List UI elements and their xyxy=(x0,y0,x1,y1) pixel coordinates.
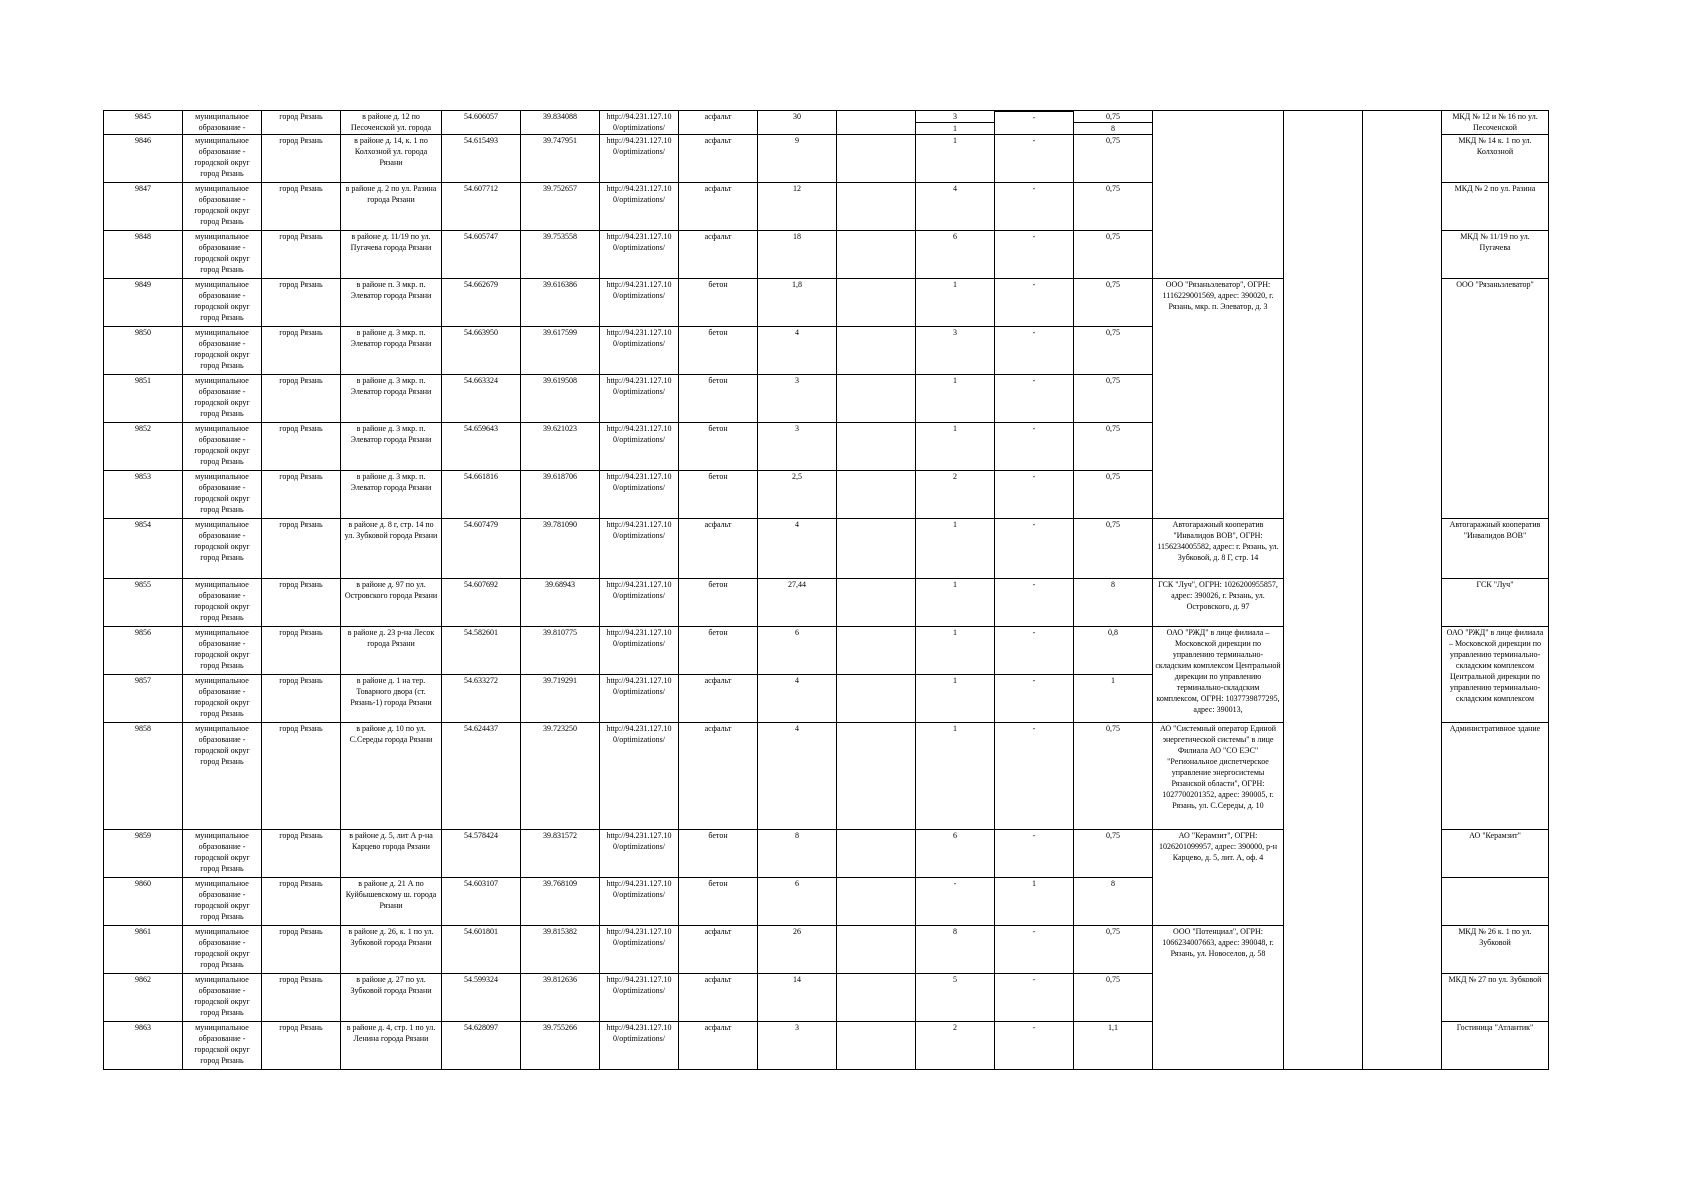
split-cell xyxy=(1074,111,1152,134)
area: 2,5 xyxy=(758,471,837,519)
area: 12 xyxy=(758,183,837,231)
latitude: 54.661816 xyxy=(442,471,521,519)
empty-cell xyxy=(837,723,916,830)
count-cell-2: - xyxy=(995,231,1074,279)
area: 27,44 xyxy=(758,579,837,627)
table-row xyxy=(104,111,1549,135)
empty-cell xyxy=(837,111,916,135)
count-cell-1: 1 xyxy=(916,675,995,723)
address: в районе д. 3 мкр. п. Элеватор города Рязани xyxy=(341,327,442,375)
area: 4 xyxy=(758,519,837,579)
count-cell-3: 1,1 xyxy=(1074,1022,1153,1070)
row-number: 9847 xyxy=(104,183,183,231)
municipality: муниципальное образование - городской округ город Рязань xyxy=(183,135,262,183)
latitude: 54.601801 xyxy=(442,926,521,974)
map-link[interactable]: http://94.231.127.10 0/optimizations/ xyxy=(600,926,679,974)
area: 6 xyxy=(758,878,837,926)
count-cell-2: - xyxy=(995,830,1074,878)
surface-type: асфальт xyxy=(679,135,758,183)
address: в районе д. 10 по ул. С.Середы города Рязани xyxy=(341,723,442,830)
row-number: 9849 xyxy=(104,279,183,327)
area: 8 xyxy=(758,830,837,878)
latitude: 54.607479 xyxy=(442,519,521,579)
map-link[interactable]: http://94.231.127.10 0/optimizations/ xyxy=(600,878,679,926)
count-cell-3: 0,75 xyxy=(1074,375,1153,423)
area: 26 xyxy=(758,926,837,974)
address: в районе п. 3 мкр. п. Элеватор города Рязани xyxy=(341,279,442,327)
count-cell-2: 1 xyxy=(995,878,1074,926)
count-cell-3: 0,75 xyxy=(1074,135,1153,183)
area: 9 xyxy=(758,135,837,183)
split-value: 3 xyxy=(953,112,957,121)
surface-type: асфальт xyxy=(679,1022,758,1070)
surface-type: асфальт xyxy=(679,111,758,135)
longitude: 39.810775 xyxy=(521,627,600,675)
surface-type: асфальт xyxy=(679,974,758,1022)
address: в районе д. 27 по ул. Зубковой города Рязани xyxy=(341,974,442,1022)
municipality: муниципальное образование - xyxy=(183,111,262,135)
count-cell-3: 0,75 xyxy=(1074,327,1153,375)
latitude: 54.606057 xyxy=(442,111,521,135)
city: город Рязань xyxy=(262,579,341,627)
city: город Рязань xyxy=(262,926,341,974)
count-cell-2: - xyxy=(995,471,1074,519)
holder-info: ООО "Рязаньэлеватор", ОГРН: 1116229001569, адрес: 390020, г. Рязань, мкр. п. Элеватор, д. 3 xyxy=(1153,279,1284,519)
empty-cell xyxy=(837,471,916,519)
latitude: 54.582601 xyxy=(442,627,521,675)
address: в районе д. 3 мкр. п. Элеватор города Рязани xyxy=(341,423,442,471)
split-value: - xyxy=(995,111,1073,123)
area: 18 xyxy=(758,231,837,279)
empty-cell xyxy=(837,327,916,375)
map-link[interactable]: http://94.231.127.10 0/optimizations/ xyxy=(600,1022,679,1070)
surface-type: асфальт xyxy=(679,183,758,231)
area: 4 xyxy=(758,327,837,375)
municipality: муниципальное образование - городской округ город Рязань xyxy=(183,675,262,723)
area: 4 xyxy=(758,723,837,830)
map-link[interactable]: http://94.231.127.10 0/optimizations/ xyxy=(600,231,679,279)
holder-info: ОАО "РЖД" в лице филиала – Московской дирекции по управлению терминально-складским комплексом Центральной дирекции по управлению терминально-складским комплексом, ОГРН: 1037739877295, адрес: 390013, xyxy=(1153,627,1284,723)
count-cell-3: 0,75 xyxy=(1074,723,1153,830)
source-object: МКД № 26 к. 1 по ул. Зубковой xyxy=(1442,926,1549,974)
empty-cell xyxy=(837,627,916,675)
empty-cell xyxy=(837,279,916,327)
empty-cell xyxy=(837,135,916,183)
area: 30 xyxy=(758,111,837,135)
count-cell-1: 2 xyxy=(916,1022,995,1070)
count-cell-1: 6 xyxy=(916,830,995,878)
holder-info: АО "Системный оператор Единой энергетической системы" в лице Филиала АО "СО ЕЭС" "Региональное диспетчерское управление энергосистемы Рязанской области", ОГРН: 1027700201352, адрес: 390005, г. Рязань, ул. С.Середы, д. 10 xyxy=(1153,723,1284,830)
latitude: 54.662679 xyxy=(442,279,521,327)
municipality: муниципальное образование - городской округ город Рязань xyxy=(183,926,262,974)
map-link[interactable]: http://94.231.127.10 0/optimizations/ xyxy=(600,675,679,723)
municipality: муниципальное образование - городской округ город Рязань xyxy=(183,723,262,830)
municipality: муниципальное образование - городской округ город Рязань xyxy=(183,519,262,579)
municipality: муниципальное образование - городской округ город Рязань xyxy=(183,471,262,519)
table-body xyxy=(104,111,1549,1070)
row-number: 9856 xyxy=(104,627,183,675)
count-cell-1: 1 xyxy=(916,423,995,471)
empty-cell xyxy=(837,423,916,471)
split-value: 1 xyxy=(916,122,994,134)
row-number: 9851 xyxy=(104,375,183,423)
row-number: 9850 xyxy=(104,327,183,375)
row-number: 9861 xyxy=(104,926,183,974)
count-cell-1: 1 xyxy=(916,279,995,327)
row-number: 9860 xyxy=(104,878,183,926)
city: город Рязань xyxy=(262,279,341,327)
count-cell-2: - xyxy=(995,723,1074,830)
empty-cell xyxy=(837,675,916,723)
count-cell-3: 0,75 xyxy=(1074,974,1153,1022)
count-cell-1: 3 xyxy=(916,327,995,375)
latitude: 54.599324 xyxy=(442,974,521,1022)
city: город Рязань xyxy=(262,974,341,1022)
area: 6 xyxy=(758,627,837,675)
address: в районе д. 23 р-на Лесок города Рязани xyxy=(341,627,442,675)
source-object: МКД № 2 по ул. Разина xyxy=(1442,183,1549,231)
holder-info: ООО "Потенциал", ОГРН: 1066234007663, адрес: 390048, г. Рязань, ул. Новоселов, д. 58 xyxy=(1153,926,1284,1070)
row-number: 9863 xyxy=(104,1022,183,1070)
count-cell-2: - xyxy=(995,926,1074,974)
empty-cell xyxy=(837,519,916,579)
longitude: 39.768109 xyxy=(521,878,600,926)
surface-type: бетон xyxy=(679,878,758,926)
count-cell-2: - xyxy=(995,1022,1074,1070)
city: город Рязань xyxy=(262,519,341,579)
source-object: ГСК "Луч" xyxy=(1442,579,1549,627)
city: город Рязань xyxy=(262,231,341,279)
surface-type: асфальт xyxy=(679,231,758,279)
surface-type: бетон xyxy=(679,627,758,675)
latitude: 54.578424 xyxy=(442,830,521,878)
area: 1,8 xyxy=(758,279,837,327)
empty-cell xyxy=(837,183,916,231)
count-cell-1: 1 xyxy=(916,579,995,627)
map-link[interactable]: http://94.231.127.10 0/optimizations/ xyxy=(600,111,679,135)
city: город Рязань xyxy=(262,1022,341,1070)
row-number: 9852 xyxy=(104,423,183,471)
longitude: 39.815382 xyxy=(521,926,600,974)
split-cell xyxy=(916,111,994,134)
count-cell-1: 6 xyxy=(916,231,995,279)
empty-cell xyxy=(837,579,916,627)
latitude: 54.607712 xyxy=(442,183,521,231)
row-number: 9859 xyxy=(104,830,183,878)
latitude: 54.633272 xyxy=(442,675,521,723)
city: город Рязань xyxy=(262,135,341,183)
municipality: муниципальное образование - городской округ город Рязань xyxy=(183,830,262,878)
row-number: 9848 xyxy=(104,231,183,279)
address: в районе д. 14, к. 1 по Колхозной ул. города Рязани xyxy=(341,135,442,183)
municipality: муниципальное образование - городской округ город Рязань xyxy=(183,423,262,471)
count-cell-2: - xyxy=(995,675,1074,723)
source-object: МКД № 27 по ул. Зубковой xyxy=(1442,974,1549,1022)
source-object: Автогаражный кооператив "Инвалидов ВОВ" xyxy=(1442,519,1549,579)
area: 3 xyxy=(758,375,837,423)
longitude: 39.753558 xyxy=(521,231,600,279)
longitude: 39.621023 xyxy=(521,423,600,471)
count-cell-3: 8 xyxy=(1074,878,1153,926)
city: город Рязань xyxy=(262,723,341,830)
surface-type: асфальт xyxy=(679,926,758,974)
longitude: 39.616386 xyxy=(521,279,600,327)
latitude: 54.615493 xyxy=(442,135,521,183)
surface-type: бетон xyxy=(679,471,758,519)
holder-info: Автогаражный кооператив "Инвалидов ВОВ", ОГРН: 1156234005582, адрес: г. Рязань, ул. Зубковой, д. 8 Г, стр. 14 xyxy=(1153,519,1284,579)
municipality: муниципальное образование - городской округ город Рязань xyxy=(183,1022,262,1070)
area: 14 xyxy=(758,974,837,1022)
latitude: 54.659643 xyxy=(442,423,521,471)
map-link[interactable]: http://94.231.127.10 0/optimizations/ xyxy=(600,423,679,471)
count-cell-2: - xyxy=(995,579,1074,627)
source-object: ООО "Рязаньэлеватор" xyxy=(1442,279,1549,519)
source-object xyxy=(1442,878,1549,926)
map-link[interactable]: http://94.231.127.10 0/optimizations/ xyxy=(600,519,679,579)
count-cell-3: 0,75 xyxy=(1074,519,1153,579)
municipality: муниципальное образование - городской округ город Рязань xyxy=(183,579,262,627)
address: в районе д. 8 г, стр. 14 по ул. Зубковой города Рязани xyxy=(341,519,442,579)
empty-cell xyxy=(837,231,916,279)
count-cell-3: 1 xyxy=(1074,675,1153,723)
address: в районе д. 97 по ул. Островского города Рязани xyxy=(341,579,442,627)
longitude: 39.747951 xyxy=(521,135,600,183)
count-cell-3: 0,75 xyxy=(1074,183,1153,231)
empty-cell xyxy=(837,926,916,974)
source-object: МКД № 14 к. 1 по ул. Колхозной xyxy=(1442,135,1549,183)
empty-cell xyxy=(837,878,916,926)
count-cell-3 xyxy=(1074,111,1153,135)
map-link[interactable]: http://94.231.127.10 0/optimizations/ xyxy=(600,830,679,878)
source-object: Гостиница "Атлантик" xyxy=(1442,1022,1549,1070)
count-cell-3: 0,75 xyxy=(1074,471,1153,519)
count-cell-1: 4 xyxy=(916,183,995,231)
source-object: МКД № 11/19 по ул. Пугачева xyxy=(1442,231,1549,279)
count-cell-1: 5 xyxy=(916,974,995,1022)
source-object: МКД № 12 и № 16 по ул. Песоченской xyxy=(1442,111,1549,135)
holder-info xyxy=(1153,111,1284,279)
longitude: 39.831572 xyxy=(521,830,600,878)
map-link[interactable]: http://94.231.127.10 0/optimizations/ xyxy=(600,471,679,519)
address: в районе д. 4, стр. 1 по ул. Ленина города Рязани xyxy=(341,1022,442,1070)
municipality: муниципальное образование - городской округ город Рязань xyxy=(183,183,262,231)
city: город Рязань xyxy=(262,327,341,375)
count-cell-1: 2 xyxy=(916,471,995,519)
surface-type: асфальт xyxy=(679,723,758,830)
city: город Рязань xyxy=(262,183,341,231)
row-number: 9854 xyxy=(104,519,183,579)
count-cell-2: - xyxy=(995,519,1074,579)
count-cell-2 xyxy=(995,111,1074,135)
city: город Рязань xyxy=(262,675,341,723)
city: город Рязань xyxy=(262,471,341,519)
count-cell-3: 0,75 xyxy=(1074,279,1153,327)
row-number: 9857 xyxy=(104,675,183,723)
count-cell-3: 0,75 xyxy=(1074,423,1153,471)
split-value: 8 xyxy=(1074,122,1152,134)
empty-cell xyxy=(837,1022,916,1070)
empty-cell xyxy=(1363,111,1442,1070)
latitude: 54.628097 xyxy=(442,1022,521,1070)
count-cell-3: 0,75 xyxy=(1074,830,1153,878)
surface-type: асфальт xyxy=(679,519,758,579)
count-cell-3: 0,8 xyxy=(1074,627,1153,675)
latitude: 54.603107 xyxy=(442,878,521,926)
address: в районе д. 12 по Песоченской ул. города xyxy=(341,111,442,135)
latitude: 54.663324 xyxy=(442,375,521,423)
map-link[interactable]: http://94.231.127.10 0/optimizations/ xyxy=(600,627,679,675)
row-number: 9855 xyxy=(104,579,183,627)
address: в районе д. 11/19 по ул. Пугачева города Рязани xyxy=(341,231,442,279)
count-cell-1: 1 xyxy=(916,519,995,579)
count-cell-2: - xyxy=(995,423,1074,471)
source-object: Административное здание xyxy=(1442,723,1549,830)
surface-type: бетон xyxy=(679,830,758,878)
row-number: 9853 xyxy=(104,471,183,519)
city: город Рязань xyxy=(262,830,341,878)
latitude: 54.663950 xyxy=(442,327,521,375)
row-number: 9862 xyxy=(104,974,183,1022)
surface-type: бетон xyxy=(679,327,758,375)
map-link[interactable]: http://94.231.127.10 0/optimizations/ xyxy=(600,723,679,830)
longitude: 39.834088 xyxy=(521,111,600,135)
longitude: 39.719291 xyxy=(521,675,600,723)
latitude: 54.605747 xyxy=(442,231,521,279)
surface-type: бетон xyxy=(679,423,758,471)
registry-table xyxy=(103,110,1549,1070)
address: в районе д. 5, лит А р-на Карцево города Рязани xyxy=(341,830,442,878)
row-number: 9846 xyxy=(104,135,183,183)
surface-type: асфальт xyxy=(679,675,758,723)
count-cell-1: 1 xyxy=(916,627,995,675)
area: 3 xyxy=(758,423,837,471)
municipality: муниципальное образование - городской округ город Рязань xyxy=(183,375,262,423)
municipality: муниципальное образование - городской округ город Рязань xyxy=(183,231,262,279)
municipality: муниципальное образование - городской округ город Рязань xyxy=(183,279,262,327)
address: в районе д. 3 мкр. п. Элеватор города Рязани xyxy=(341,471,442,519)
count-cell-2: - xyxy=(995,627,1074,675)
source-object: АО "Керамзит" xyxy=(1442,830,1549,878)
longitude: 39.617599 xyxy=(521,327,600,375)
map-link[interactable]: http://94.231.127.10 0/optimizations/ xyxy=(600,183,679,231)
map-link[interactable]: http://94.231.127.10 0/optimizations/ xyxy=(600,135,679,183)
empty-cell xyxy=(1284,111,1363,1070)
row-number: 9845 xyxy=(104,111,183,135)
count-cell-1: - xyxy=(916,878,995,926)
source-object: ОАО "РЖД" в лице филиала – Московской дирекции по управлению терминально-складским комплексом Центральной дирекции по управлению терминально-складским комплексом xyxy=(1442,627,1549,723)
count-cell-1: 1 xyxy=(916,375,995,423)
city: город Рязань xyxy=(262,423,341,471)
latitude: 54.624437 xyxy=(442,723,521,830)
map-link[interactable]: http://94.231.127.10 0/optimizations/ xyxy=(600,327,679,375)
surface-type: бетон xyxy=(679,579,758,627)
count-cell-3: 0,75 xyxy=(1074,926,1153,974)
empty-cell xyxy=(837,830,916,878)
address: в районе д. 3 мкр. п. Элеватор города Рязани xyxy=(341,375,442,423)
city: город Рязань xyxy=(262,111,341,135)
surface-type: бетон xyxy=(679,375,758,423)
map-link[interactable]: http://94.231.127.10 0/optimizations/ xyxy=(600,579,679,627)
address: в районе д. 26, к. 1 по ул. Зубковой города Рязани xyxy=(341,926,442,974)
count-cell-2: - xyxy=(995,327,1074,375)
longitude: 39.781090 xyxy=(521,519,600,579)
row-number: 9858 xyxy=(104,723,183,830)
municipality: муниципальное образование - городской округ город Рязань xyxy=(183,327,262,375)
count-cell-1: 1 xyxy=(916,135,995,183)
map-link[interactable]: http://94.231.127.10 0/optimizations/ xyxy=(600,279,679,327)
count-cell-1 xyxy=(916,111,995,135)
area: 3 xyxy=(758,1022,837,1070)
address: в районе д. 1 на тер. Товарного двора (ст. Рязань-1) города Рязани xyxy=(341,675,442,723)
count-cell-1: 8 xyxy=(916,926,995,974)
empty-cell xyxy=(837,375,916,423)
holder-info: ГСК "Луч", ОГРН: 1026200955857, адрес: 390026, г. Рязань, ул. Островского, д. 97 xyxy=(1153,579,1284,627)
empty-cell xyxy=(837,974,916,1022)
address: в районе д. 21 А по Куйбышевскому ш. города Рязани xyxy=(341,878,442,926)
map-link[interactable]: http://94.231.127.10 0/optimizations/ xyxy=(600,375,679,423)
count-cell-2: - xyxy=(995,135,1074,183)
municipality: муниципальное образование - городской округ город Рязань xyxy=(183,878,262,926)
count-cell-2: - xyxy=(995,375,1074,423)
longitude: 39.755266 xyxy=(521,1022,600,1070)
area: 4 xyxy=(758,675,837,723)
surface-type: бетон xyxy=(679,279,758,327)
count-cell-3: 0,75 xyxy=(1074,231,1153,279)
longitude: 39.723250 xyxy=(521,723,600,830)
holder-info: АО "Керамзит", ОГРН: 1026201099957, адрес: 390000, р-н Карцево, д. 5, лит. А, оф. 4 xyxy=(1153,830,1284,926)
longitude: 39.812636 xyxy=(521,974,600,1022)
longitude: 39.618706 xyxy=(521,471,600,519)
city: город Рязань xyxy=(262,627,341,675)
count-cell-2: - xyxy=(995,279,1074,327)
latitude: 54.607692 xyxy=(442,579,521,627)
municipality: муниципальное образование - городской округ город Рязань xyxy=(183,627,262,675)
municipality: муниципальное образование - городской округ город Рязань xyxy=(183,974,262,1022)
city: город Рязань xyxy=(262,375,341,423)
longitude: 39.752657 xyxy=(521,183,600,231)
count-cell-3: 8 xyxy=(1074,579,1153,627)
count-cell-2: - xyxy=(995,183,1074,231)
longitude: 39.619508 xyxy=(521,375,600,423)
address: в районе д. 2 по ул. Разина города Рязани xyxy=(341,183,442,231)
split-value: 0,75 xyxy=(1106,112,1120,121)
count-cell-1: 1 xyxy=(916,723,995,830)
city: город Рязань xyxy=(262,878,341,926)
count-cell-2: - xyxy=(995,974,1074,1022)
split-cell xyxy=(995,111,1073,123)
map-link[interactable]: http://94.231.127.10 0/optimizations/ xyxy=(600,974,679,1022)
longitude: 39.68943 xyxy=(521,579,600,627)
